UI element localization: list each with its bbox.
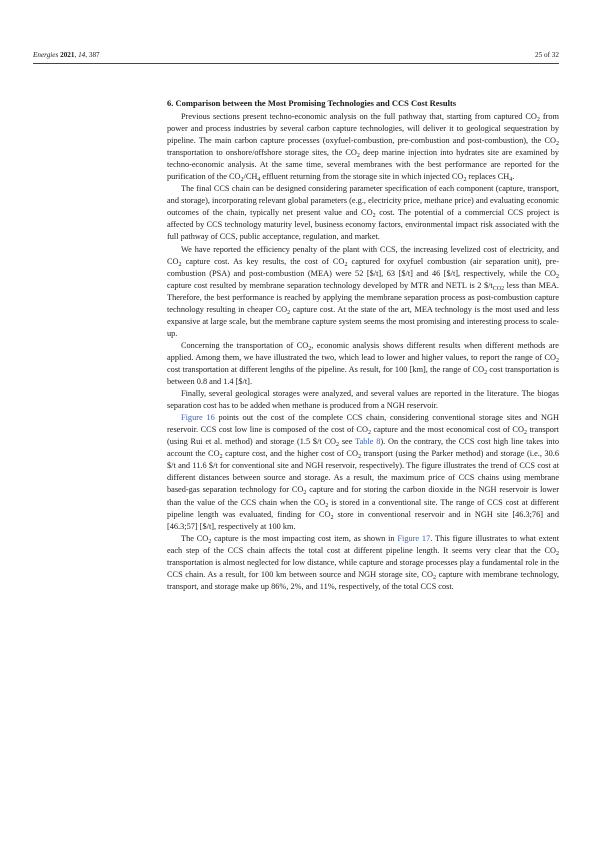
journal-volume: 14 bbox=[78, 51, 86, 59]
paragraph-capture-cost: We have reported the efficiency penalty of the plant with CCS, the increasing levelized cost of electricity, and $CO_2$ capture cost. As key results, the cost of $CO_2$ captured for oxyfuel combustion (air separation unit), pre-combustion (PSA) and post-combustion (MEA) were 52 [$/t], 63 [$/t] and 46 [$/t], respectively, while the $CO_2$ capture cost resulted by membrane separation technology developed by MTR and NETL is 2 $\$/t_{CO2}$ less than MEA. Therefore, the best performance is reached by applying the membrane separation process as post-combustion capture technology resulting in cheaper $CO_2$ capture cost. At the state of the art, MEA technology is the most used and less expansive at large scale, but the membrane capture system seems the most promising and interesting process to scale-up. bbox=[167, 244, 560, 338]
header-rule bbox=[33, 63, 559, 64]
running-header bbox=[33, 51, 559, 63]
figure-17-link[interactable]: Figure 17 bbox=[397, 533, 431, 543]
section-body bbox=[167, 97, 559, 593]
journal-name: Energies bbox=[33, 51, 59, 59]
table-8-link[interactable]: Table 8 bbox=[355, 437, 381, 447]
paragraph-storage: Finally, several geological storages were analyzed, and several values are reported in the literature. The biogas separation cost has to be added when methane is produced from a NGH reservoir. bbox=[167, 389, 559, 411]
paragraph-figure-16: Figure 16 points out the cost of the complete CCS chain, considering conventional storage sites and NGH reservoir. CCS cost low line is composed of the cost of $CO_2$ capture and the most economical cost of $CO_2$ transport (using Rui et al. method) and storage (1.5 $/t $CO_2$ see Table 8). On the contrary, the CCS cost high line takes into account the $CO_2$ capture cost, and the higher cost of $CO_2$ transport (using the Parker method) and storage (i.e., 30.6 $/t and 11.6 $/t for conventional site and NGH reservoir, respectively). The figure illustrates the trend of CCS cost at different distances between source and storage. As a result, the maximum price of CCS chains using membrane based-gas separation technology for $CO_2$ capture and for storing the carbon dioxide in the NGH reservoir is lower than the value of the CCS chain when the $CO_2$ is stored in a conventional site. The range of CCS cost at different pipeline length was evaluated, finding for $CO_2$ store in conventional reservoir and in NGH site [46.3;76] and [46.3;57] [$/t], respectively at 100 km. bbox=[167, 413, 559, 531]
journal-year: 2021 bbox=[60, 51, 75, 59]
paragraph-overview: Previous sections present techno-economic analysis on the full pathway that, starting from captured $CO_2$ from power and process industries by several carbon capture technologies, will deliver it to geological sequestration by pipeline. The main carbon capture processes (oxyfuel-combustion, pre-combustion and post-combustion), the $CO_2$ transportation to onshore/offshore storage sites, the $CO_2$ deep marine injection into hydrates site are examined by techno-economic analysis. At the same time, several membranes with the best performance are reported for the purification of the $CO_2/CH_4$ effluent returning from the storage site in which injected $CO_2$ replaces $CH_4$. bbox=[167, 112, 560, 184]
journal-citation: Energies 2021, 14, 387 bbox=[33, 51, 100, 59]
section-heading: 6. Comparison between the Most Promising Technologies and CCS Cost Results bbox=[167, 98, 457, 108]
article-number: 387 bbox=[88, 51, 100, 59]
figure-16-link[interactable]: Figure 16 bbox=[181, 413, 215, 423]
paragraph-ccs-chain: The final CCS chain can be designed considering parameter specification of each component (capture, transport, and storage), incorporating relevant global parameters (e.g., electricity price, methane price) and evaluating economic outcomes of the chain, typically net present value and $CO_2$ cost. The potential of a commercial CCS project is affected by CCS technology maturity level, business economy factors, environmental impact risk associated with the full pathway of CCS, public acceptance, regulation, and market. bbox=[167, 184, 559, 242]
page-number: 25 of 32 bbox=[535, 51, 559, 59]
paragraph-figure-17: The $CO_2$ capture is the most impacting cost item, as shown in Figure 17. This figure illustrates to what extent each step of the CCS chain affects the total cost at different pipeline length. It seems very clear that the $CO_2$ transportation is almost neglected for low distance, while capture and storage processes play a fundamental role in the CCS chain. As a result, for 100 km between source and NGH storage site, $CO_2$ capture with membrane technology, transport, and storage make up 86%, 2%, and 11%, respectively, of the total CCS cost. bbox=[167, 533, 560, 591]
paragraph-transport: Concerning the transportation of $CO_2$, economic analysis shows different results when different methods are applied. Among them, we have illustrated the two, which lead to lower and higher values, to report the range of $CO_2$ cost transportation at different lengths of the pipeline. As result, for 100 [km], the range of $CO_2$ cost transportation is between 0.8 and 1.4 [$/t]. bbox=[167, 340, 559, 387]
